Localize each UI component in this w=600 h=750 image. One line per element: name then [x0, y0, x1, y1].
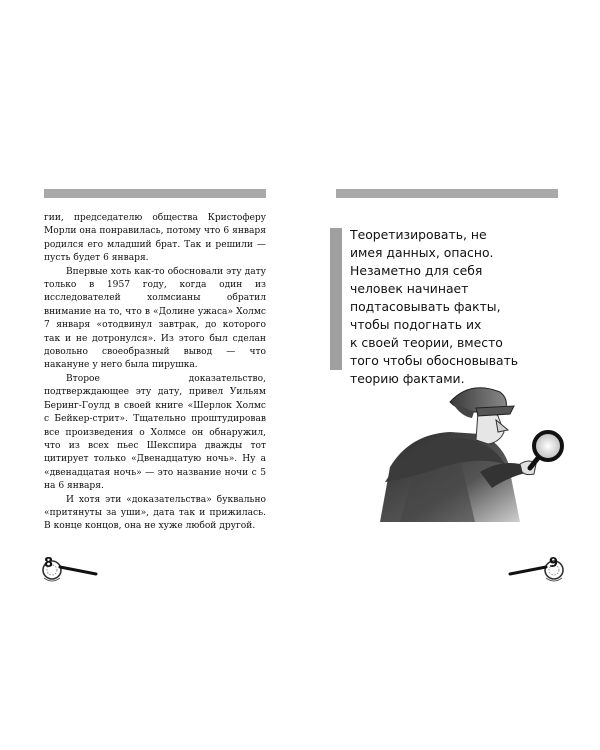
- sherlock-holmes-illustration: [380, 372, 570, 522]
- quote-line: теорию фактами.: [350, 371, 465, 386]
- quote-accent-bar: [330, 228, 342, 370]
- left-header-bar: [44, 189, 266, 198]
- quote-line: к своей теории, вместо: [350, 335, 503, 350]
- paragraph: гии, председателю общества Кристоферу Морли она понравилась, потому что 6 января родился его младший брат. Так и решили — пусть будет 6 января.: [44, 213, 266, 264]
- page-number: 8: [44, 556, 54, 571]
- quote-line: имея данных, опасно.: [350, 245, 494, 260]
- page-number: 9: [549, 556, 559, 571]
- right-header-bar: [336, 189, 558, 198]
- right-page: [300, 0, 600, 750]
- holmes-quote: [350, 226, 550, 388]
- paragraph: И хотя эти «доказательства» буквально «притянуты за уши», дата так и прижилась. В конце концов, она не хуже любой другой.: [44, 494, 266, 532]
- quote-line: чтобы подогнать их: [350, 317, 482, 332]
- left-body-text: [44, 212, 266, 534]
- paragraph: Второе доказательство, подтверждающее эту дату, привел Уильям Беринг-Гоулд в своей книге «Шерлок Холмс с Бейкер-стрит». Тщательно проштудировав все произведения о Холмсе он обнаружил, что из всех пьес Шекспира дважды тот цитирует только «Двенадцатую ночь». Ну а «двенадцатая ночь» — это название ночи с 5 на 6 января.: [44, 373, 266, 492]
- quote-line: подтасовывать факты,: [350, 299, 501, 314]
- quote-line: Незаметно для себя: [350, 263, 483, 278]
- quote-line: того чтобы обосновывать: [350, 353, 519, 368]
- quote-line: Теоретизировать, не: [350, 227, 487, 242]
- quote-line: человек начинает: [350, 281, 469, 296]
- paragraph: Впервые хоть как-то обосновали эту дату только в 1957 году, когда один из исследователей холмсианы обратил внимание на то, что в «Долине ужаса» Холмс 7 января «отодвинул завтрак, до которого так и не дотронулся». Из этого был сделан довольно своеобразный вывод — что накануне у него была пирушка.: [44, 266, 266, 371]
